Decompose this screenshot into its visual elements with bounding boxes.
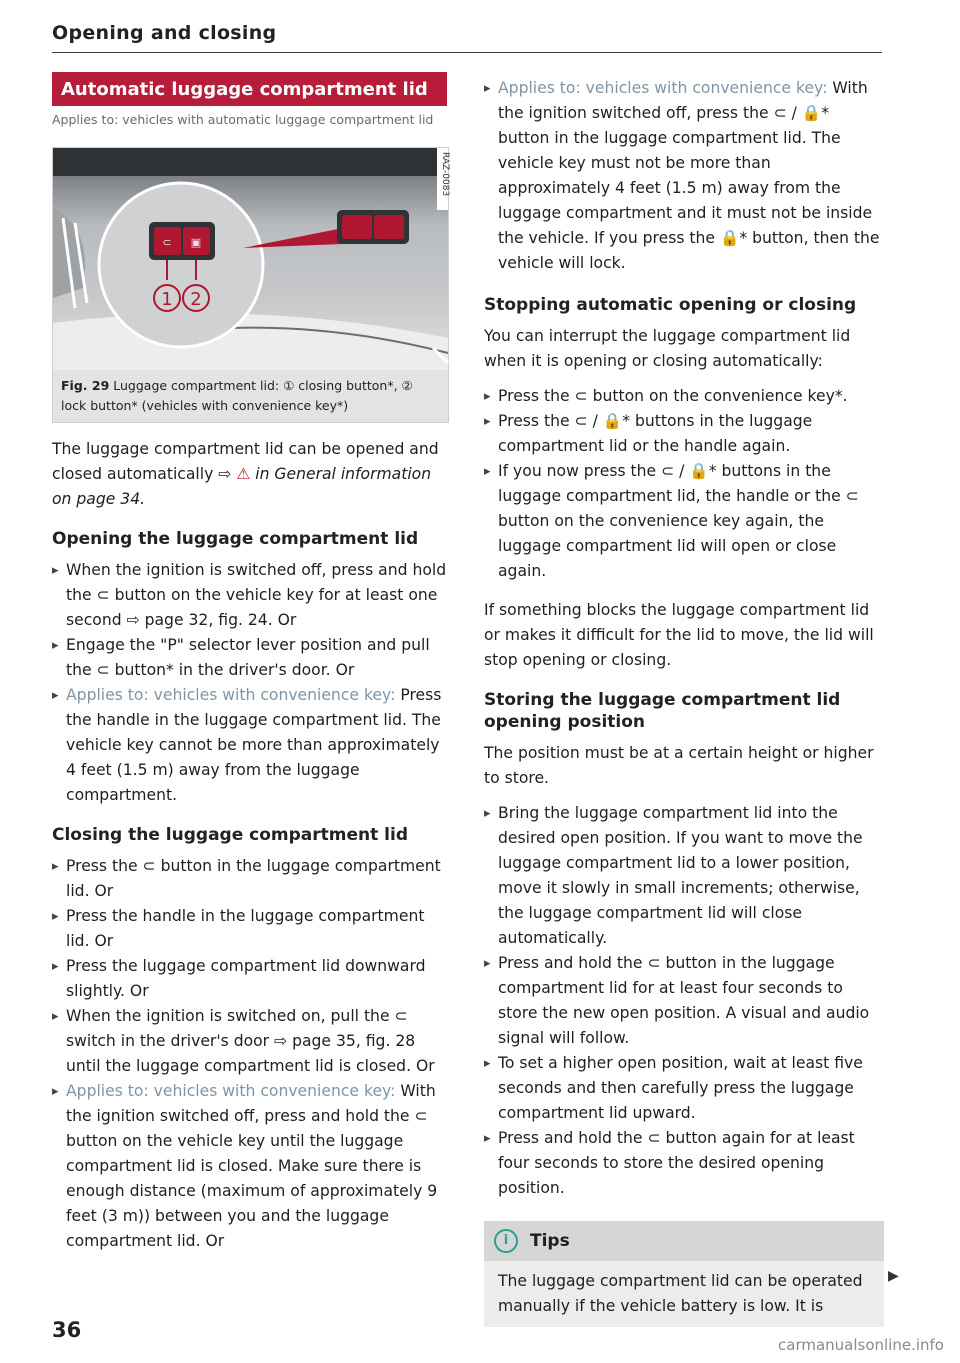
opening-steps [52,558,447,808]
svg-text:⊂: ⊂ [162,236,172,249]
page-title: Opening and closing [52,22,277,44]
continue-arrow-icon: ▶ [888,1268,899,1284]
left-column [52,72,450,1254]
list-item: ▸ Press and hold the ⊂ button again for at least four seconds to store the desired opening position. [484,1126,884,1201]
storing-intro: The position must be at a certain height or higher to store. [484,744,874,787]
applies-subtitle: Applies to: vehicles with automatic luggage compartment lid [52,112,434,127]
callout-1-label: 1 [161,289,173,310]
stopping-steps [484,384,884,584]
caption-label: Fig. 29 [61,378,110,393]
caption-text: Luggage compartment lid: ① closing button*, ② lock button* (vehicles with convenience key*) [61,378,413,413]
step-text: With the ignition switched off, press and hold the ⊂ button on the vehicle key until the luggage compartment lid is closed. Make sure there is enough distance (maximum of approximately 9 feet (3 m)) between you and the luggage compartment lid. Or [66,1082,438,1250]
carry-over-steps [484,76,884,276]
list-item: ▸ Bring the luggage compartment lid into the desired open position. If you want to move the luggage compartment lid to a lower position, move it slowly in small increments; otherwise, the luggage compartment lid will close automatically. [484,801,884,951]
page-header [52,22,882,53]
intro-paragraph [52,437,447,512]
list-item [52,683,447,808]
watermark: carmanualsonline.info [778,1336,944,1354]
figure-29 [52,147,449,423]
storing-steps [484,801,884,1201]
luggage-lid-illustration [53,148,448,370]
heading-closing: Closing the luggage compartment lid [52,825,408,845]
closing-steps [52,854,447,1254]
list-item: ▸ Press the luggage compartment lid downward slightly. Or [52,954,447,1004]
heading-opening: Opening the luggage compartment lid [52,529,419,549]
list-item: ▸ If you now press the ⊂ / 🔒* buttons in the luggage compartment lid, the handle or the ⊂ button on the convenience key again, the luggage compartment lid will open or close again. [484,459,884,584]
applies-note: Applies to: vehicles with convenience key: [498,79,828,97]
applies-note: Applies to: vehicles with convenience key: [66,686,396,704]
list-item [52,1079,447,1254]
heading-stopping: Stopping automatic opening or closing [484,295,857,315]
list-item [484,76,884,276]
applies-note: Applies to: vehicles with convenience key: [66,1082,396,1100]
tips-box [484,1221,884,1327]
list-item: ▸ To set a higher open position, wait at least five seconds and then carefully press the luggage compartment lid upward. [484,1051,884,1126]
tips-title: Tips [530,1231,570,1251]
section-title: Automatic luggage compartment lid [52,72,447,106]
intro-text: The luggage compartment lid can be opened and closed automatically ⇨ [52,440,439,483]
figure-caption [53,370,448,422]
figure-code: RAZ-0083 [440,152,450,197]
list-item: ▸ When the ignition is switched on, pull the ⊂ switch in the driver's door ⇨ page 35, fig. 28 until the luggage compartment lid is closed. Or [52,1004,447,1079]
list-item: ▸ Press the ⊂ button on the convenience key*. [484,384,884,409]
stopping-after: If something blocks the luggage compartment lid or makes it difficult for the lid to move, the lid will stop opening or closing. [484,601,874,669]
callout-2-label: 2 [190,289,202,310]
list-item: ▸ When the ignition is switched off, press and hold the ⊂ button on the vehicle key for at least one second ⇨ page 32, fig. 24. Or [52,558,447,633]
list-item: ▸ Press and hold the ⊂ button in the luggage compartment lid for at least four seconds to store the new open position. A visual and audio signal will follow. [484,951,884,1051]
list-item: ▸ Press the ⊂ button in the luggage compartment lid. Or [52,854,447,904]
list-item: ▸ Engage the "P" selector lever position and pull the ⊂ button* in the driver's door. Or [52,633,447,683]
warning-icon: ⚠ [236,465,251,483]
intro-ref[interactable]: in General information on page 34. [52,465,432,508]
info-icon: i [494,1229,518,1253]
step-text: Press the handle in the luggage compartment lid. The vehicle key cannot be more than approximately 4 feet (1.5 m) away from the luggage compartment. [66,686,442,804]
stopping-intro: You can interrupt the luggage compartment lid when it is opening or closing automatically: [484,327,851,370]
step-text: With the ignition switched off, press the ⊂ / 🔒* button in the luggage compartment lid. The vehicle key must not be more than approximately 4 feet (1.5 m) away from the luggage compartment and it must not be inside the vehicle. If you press the 🔒* button, then the vehicle will lock. [498,79,880,272]
right-column [484,72,884,1327]
page-number: 36 [52,1318,82,1342]
list-item: ▸ Press the handle in the luggage compartment lid. Or [52,904,447,954]
tips-header [484,1221,884,1261]
zoom-circle [99,183,263,347]
svg-text:▣: ▣ [190,236,202,249]
heading-storing: Storing the luggage compartment lid opening position [484,690,841,732]
list-item: ▸ Press the ⊂ / 🔒* buttons in the luggage compartment lid or the handle again. [484,409,884,459]
tips-body: The luggage compartment lid can be operated manually if the vehicle battery is low. It is [484,1261,884,1327]
